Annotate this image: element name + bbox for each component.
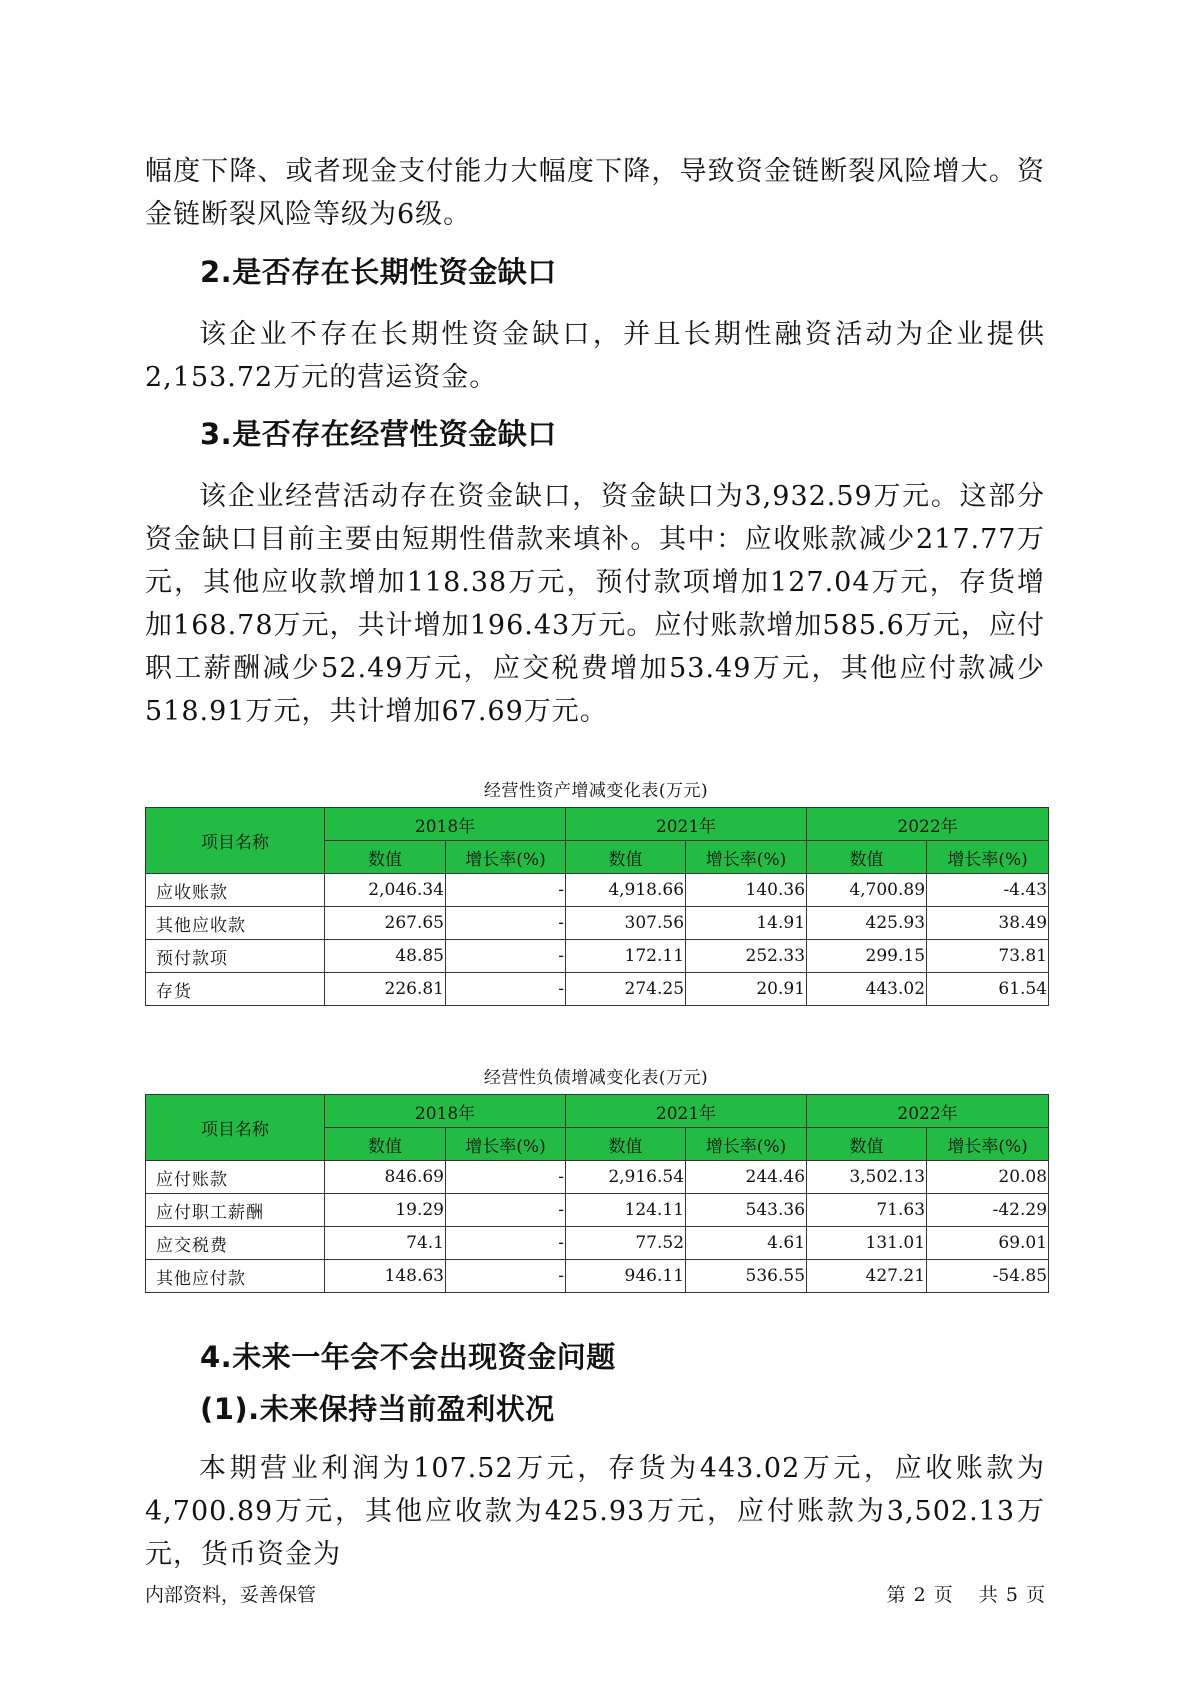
page-prefix: 第 xyxy=(886,1584,907,1606)
table-row xyxy=(146,973,1049,1006)
cell-growth-2018: - xyxy=(446,1161,566,1194)
paragraph-operating-gap: 该企业经营活动存在资金缺口，资金缺口为3,932.59万元。这部分资金缺口目前主要由短期性借款来填补。其中：应收账款减少217.77万元，其他应收款增加118.38万元，预付款项增加127.04万元，存货增加168.78万元，共计增加196.43万元。应付账款增加585.6万元，应付职工薪酬减少52.49万元，应交税费增加53.49万元，其他应付款减少518.91万元，共计增加67.69万元。 xyxy=(145,481,1045,727)
table-row xyxy=(146,1194,1049,1227)
header-year-2021: 2021年 xyxy=(566,1095,807,1128)
cell-value-2021: 4,918.66 xyxy=(566,874,686,907)
cell-growth-2021: 140.36 xyxy=(686,874,807,907)
cell-value-2022: 71.63 xyxy=(807,1194,927,1227)
cell-growth-2022: -54.85 xyxy=(927,1260,1049,1293)
header-year-2018: 2018年 xyxy=(325,1095,566,1128)
cell-growth-2022: -4.43 xyxy=(927,874,1049,907)
cell-growth-2018: - xyxy=(446,940,566,973)
total-prefix: 共 xyxy=(978,1584,999,1606)
page-total: 5 xyxy=(1005,1584,1019,1606)
row-name: 其他应收款 xyxy=(146,907,325,940)
cell-value-2021: 124.11 xyxy=(566,1194,686,1227)
cell-value-2022: 427.21 xyxy=(807,1260,927,1293)
liabilities-table xyxy=(145,1094,1049,1293)
cell-value-2021: 172.11 xyxy=(566,940,686,973)
header-value: 数值 xyxy=(325,1128,446,1161)
row-name: 应付账款 xyxy=(146,1161,325,1194)
header-value: 数值 xyxy=(566,841,686,874)
row-name: 应交税费 xyxy=(146,1227,325,1260)
cell-value-2021: 2,916.54 xyxy=(566,1161,686,1194)
page-current: 2 xyxy=(913,1584,927,1606)
cell-growth-2022: 61.54 xyxy=(927,973,1049,1006)
cell-growth-2018: - xyxy=(446,1227,566,1260)
cell-growth-2021: 536.55 xyxy=(686,1260,807,1293)
liabilities-table-caption: 经营性负债增减变化表(万元) xyxy=(483,1068,709,1088)
cell-value-2021: 946.11 xyxy=(566,1260,686,1293)
header-value: 数值 xyxy=(325,841,446,874)
header-growth: 增长率(%) xyxy=(686,841,807,874)
cell-growth-2022: 20.08 xyxy=(927,1161,1049,1194)
header-growth: 增长率(%) xyxy=(927,841,1049,874)
paragraph-long-term-gap: 该企业不存在长期性资金缺口，并且长期性融资活动为企业提供2,153.72万元的营运资金。 xyxy=(145,319,1045,393)
cell-growth-2022: 38.49 xyxy=(927,907,1049,940)
header-item-name: 项目名称 xyxy=(146,808,325,874)
cell-growth-2021: 20.91 xyxy=(686,973,807,1006)
header-year-2022: 2022年 xyxy=(807,808,1049,841)
header-growth: 增长率(%) xyxy=(686,1128,807,1161)
assets-table-caption: 经营性资产增减变化表(万元) xyxy=(483,781,709,801)
cell-value-2022: 4,700.89 xyxy=(807,874,927,907)
table-row xyxy=(146,1161,1049,1194)
header-year-2022: 2022年 xyxy=(807,1095,1049,1128)
cell-growth-2022: 73.81 xyxy=(927,940,1049,973)
table-row xyxy=(146,940,1049,973)
header-year-2021: 2021年 xyxy=(566,808,807,841)
header-year-2018: 2018年 xyxy=(325,808,566,841)
table-row xyxy=(146,1260,1049,1293)
cell-value-2022: 3,502.13 xyxy=(807,1161,927,1194)
cell-value-2018: 846.69 xyxy=(325,1161,446,1194)
table-row xyxy=(146,874,1049,907)
cell-growth-2018: - xyxy=(446,907,566,940)
cell-growth-2018: - xyxy=(446,874,566,907)
header-growth: 增长率(%) xyxy=(446,1128,566,1161)
footer-confidential-note: 内部资料，妥善保管 xyxy=(145,1584,317,1606)
total-suffix: 页 xyxy=(1025,1584,1046,1606)
cell-growth-2021: 543.36 xyxy=(686,1194,807,1227)
cell-value-2018: 19.29 xyxy=(325,1194,446,1227)
heading-keep-profit: (1).未来保持当前盈利状况 xyxy=(200,1392,555,1426)
header-growth: 增长率(%) xyxy=(446,841,566,874)
cell-value-2018: 148.63 xyxy=(325,1260,446,1293)
cell-value-2018: 267.65 xyxy=(325,907,446,940)
cell-value-2018: 48.85 xyxy=(325,940,446,973)
row-name: 预付款项 xyxy=(146,940,325,973)
cell-growth-2018: - xyxy=(446,1260,566,1293)
header-value: 数值 xyxy=(807,841,927,874)
cell-value-2018: 2,046.34 xyxy=(325,874,446,907)
cell-value-2021: 307.56 xyxy=(566,907,686,940)
header-value: 数值 xyxy=(566,1128,686,1161)
cell-growth-2021: 244.46 xyxy=(686,1161,807,1194)
cell-value-2022: 425.93 xyxy=(807,907,927,940)
heading-operating-gap: 3.是否存在经营性资金缺口 xyxy=(200,417,557,451)
cell-growth-2018: - xyxy=(446,1194,566,1227)
table-row xyxy=(146,907,1049,940)
row-name: 存货 xyxy=(146,973,325,1006)
paragraph-profit-status: 本期营业利润为107.52万元，存货为443.02万元，应收账款为4,700.89万元，其他应收款为425.93万元，应付账款为3,502.13万元，货币资金为 xyxy=(145,1453,1045,1570)
cell-growth-2021: 252.33 xyxy=(686,940,807,973)
cell-growth-2022: -42.29 xyxy=(927,1194,1049,1227)
cell-value-2021: 274.25 xyxy=(566,973,686,1006)
table-row xyxy=(146,1227,1049,1260)
assets-table xyxy=(145,807,1049,1006)
cell-growth-2021: 14.91 xyxy=(686,907,807,940)
cell-growth-2021: 4.61 xyxy=(686,1227,807,1260)
row-name: 其他应付款 xyxy=(146,1260,325,1293)
heading-long-term-gap: 2.是否存在长期性资金缺口 xyxy=(200,255,557,289)
page-suffix: 页 xyxy=(933,1584,954,1606)
header-value: 数值 xyxy=(807,1128,927,1161)
cell-growth-2018: - xyxy=(446,973,566,1006)
cell-growth-2022: 69.01 xyxy=(927,1227,1049,1260)
cell-value-2021: 77.52 xyxy=(566,1227,686,1260)
cell-value-2022: 299.15 xyxy=(807,940,927,973)
heading-next-year-funding: 4.未来一年会不会出现资金问题 xyxy=(200,1340,616,1374)
row-name: 应付职工薪酬 xyxy=(146,1194,325,1227)
footer-page-number xyxy=(887,1582,1046,1608)
cell-value-2022: 443.02 xyxy=(807,973,927,1006)
cell-value-2022: 131.01 xyxy=(807,1227,927,1260)
cell-value-2018: 74.1 xyxy=(325,1227,446,1260)
cell-value-2018: 226.81 xyxy=(325,973,446,1006)
row-name: 应收账款 xyxy=(146,874,325,907)
header-item-name: 项目名称 xyxy=(146,1095,325,1161)
paragraph-risk-level: 幅度下降、或者现金支付能力大幅度下降，导致资金链断裂风险增大。资金链断裂风险等级为6级。 xyxy=(145,156,1045,230)
header-growth: 增长率(%) xyxy=(927,1128,1049,1161)
